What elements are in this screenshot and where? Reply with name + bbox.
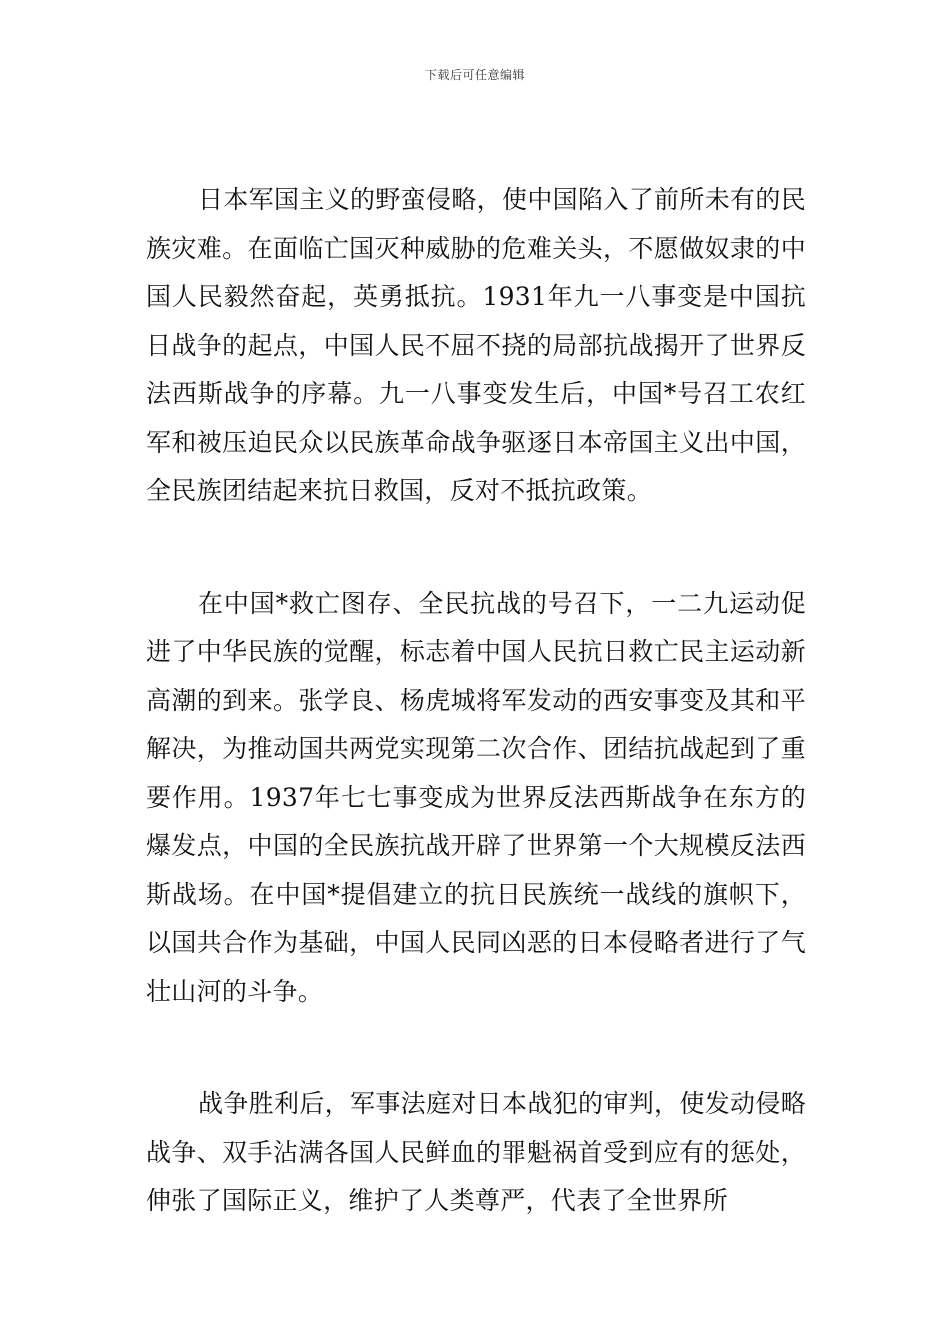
paragraph-1: 日本军国主义的野蛮侵略，使中国陷入了前所未有的民族灾难。在面临亡国灭种威胁的危难关头，不愿做奴隶的中国人民毅然奋起，英勇抵抗。1931年九一八事变是中国抗日战争的起点，中国人民不屈不挠的局部抗战揭开了世界反法西斯战争的序幕。九一八事变发生后，中国*号召工农红军和被压迫民众以民族革命战争驱逐日本帝国主义出中国，全民族团结起来抗日救国，反对不抵抗政策。 (146, 185, 806, 505)
document-body (146, 176, 806, 1290)
paragraph-2: 在中国*救亡图存、全民抗战的号召下，一二九运动促进了中华民族的觉醒，标志着中国人民抗日救亡民主运动新高潮的到来。张学良、杨虎城将军发动的西安事变及其和平解决，为推动国共两党实现第二次合作、团结抗战起到了重要作用。1937年七七事变成为世界反法西斯战争在东方的爆发点，中国的全民族抗战开辟了世界第一个大规模反法西斯战场。在中国*提倡建立的抗日民族统一战线的旗帜下，以国共合作为基础，中国人民同凶恶的日本侵略者进行了气壮山河的斗争。 (146, 588, 806, 1006)
page-header: 下载后可任意编辑 (424, 68, 525, 82)
paragraph-3: 战争胜利后，军事法庭对日本战犯的审判，使发动侵略战争、双手沾满各国人民鲜血的罪魁祸首受到应有的惩处，伸张了国际正义，维护了人类尊严，代表了全世界所 (146, 1089, 806, 1215)
